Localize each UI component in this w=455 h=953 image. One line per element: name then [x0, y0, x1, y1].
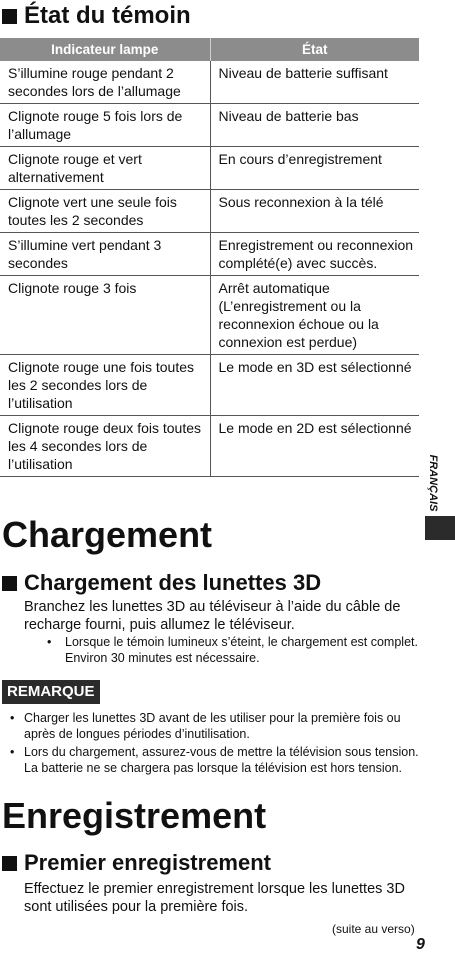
indicator-cell: S’illumine rouge pendant 2 secondes lors de l’allumage	[0, 61, 210, 104]
indicator-cell: Clignote rouge 5 fois lors de l’allumage	[0, 104, 210, 147]
indicator-cell: Clignote vert une seule fois toutes les 2 secondes	[0, 190, 210, 233]
list-item: • Charger les lunettes 3D avant de les utiliser pour la première fois ou après de longues périodes d’inutilisation.	[24, 710, 424, 742]
state-cell: En cours d’enregistrement	[210, 147, 419, 190]
table-row	[0, 276, 419, 355]
table-row	[0, 61, 419, 104]
list-item: • Lorsque le témoin lumineux s’éteint, le chargement est complet. Environ 30 minutes est nécessaire.	[65, 634, 425, 666]
language-tab-label: FRANÇAIS	[427, 454, 439, 512]
state-cell: Sous reconnexion à la télé	[210, 190, 419, 233]
square-bullet-icon	[2, 9, 17, 24]
table-row	[0, 147, 419, 190]
enregistrement-paragraph: Effectuez le premier enregistrement lorsque les lunettes 3D sont utilisées pour la première fois.	[24, 881, 405, 915]
section-title-text: État du témoin	[24, 2, 191, 29]
table-row	[0, 104, 419, 147]
state-cell: Niveau de batterie bas	[210, 104, 419, 147]
state-cell: Enregistrement ou reconnexion complété(e) avec succès.	[210, 233, 419, 276]
table-row	[0, 190, 419, 233]
state-cell: Le mode en 2D est sélectionné	[210, 416, 419, 477]
table-row	[0, 416, 419, 477]
state-cell: Le mode en 3D est sélectionné	[210, 355, 419, 416]
chargement-subheading	[2, 570, 321, 596]
indicator-cell: Clignote rouge 3 fois	[0, 276, 210, 355]
continued-note: (suite au verso)	[332, 922, 415, 936]
remarque-bullet-list	[24, 710, 424, 778]
side-tab-marker	[425, 516, 455, 540]
indicator-cell: S’illumine vert pendant 3 secondes	[0, 233, 210, 276]
enregistrement-subheading	[2, 850, 271, 876]
indicator-cell: Clignote rouge une fois toutes les 2 secondes lors de l’utilisation	[0, 355, 210, 416]
square-bullet-icon	[2, 856, 17, 871]
chargement-heading: Chargement	[2, 514, 213, 555]
indicator-cell: Clignote rouge deux fois toutes les 4 secondes lors de l’utilisation	[0, 416, 210, 477]
column-header-indicator: Indicateur lampe	[0, 38, 210, 61]
column-header-state: État	[210, 38, 419, 61]
remarque-badge: REMARQUE	[2, 680, 100, 704]
page-number: 9	[416, 936, 425, 953]
chargement-bullet-list	[65, 634, 425, 666]
enregistrement-heading: Enregistrement	[2, 795, 267, 836]
chargement-subheading-text: Chargement des lunettes 3D	[24, 570, 322, 595]
status-table	[0, 38, 419, 477]
language-side-tab	[426, 452, 440, 514]
table-row	[0, 233, 419, 276]
list-item: • Lors du chargement, assurez-vous de mettre la télévision sous tension. La batterie ne se chargera pas lorsque la télévision est hors tension.	[24, 744, 424, 776]
section-title-etat-du-temoin	[2, 2, 191, 30]
table-header-row	[0, 38, 419, 61]
enregistrement-subheading-text: Premier enregistrement	[24, 850, 271, 875]
state-cell: Arrêt automatique (L’enregistrement ou la reconnexion échoue ou la connexion est perdue)	[210, 276, 419, 355]
indicator-cell: Clignote rouge et vert alternativement	[0, 147, 210, 190]
table-row	[0, 355, 419, 416]
chargement-paragraph: Branchez les lunettes 3D au téléviseur à l’aide du câble de recharge fourni, puis allumez le téléviseur.	[24, 599, 401, 633]
state-cell: Niveau de batterie suffisant	[210, 61, 419, 104]
square-bullet-icon	[2, 576, 17, 591]
